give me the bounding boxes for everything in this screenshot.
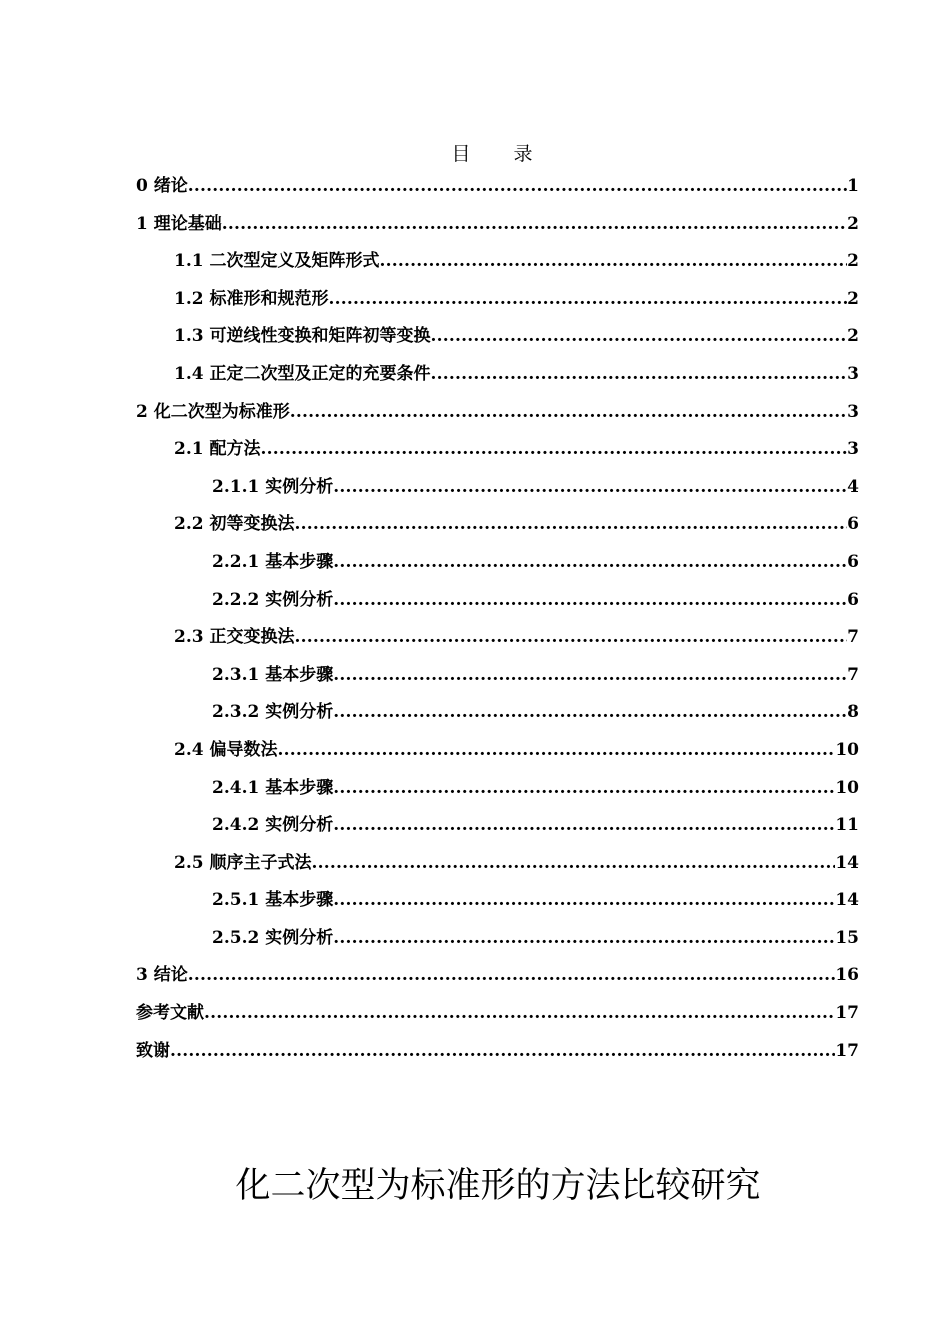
toc-entry-label: 致谢 [136,1040,170,1061]
toc-entry-page: 11 [835,815,859,836]
toc-entry-page: 10 [835,739,859,760]
toc-entry-page: 7 [847,664,859,685]
toc-entry-page: 2 [847,251,859,272]
toc-entry[interactable] [136,999,859,1037]
toc-entry-page: 3 [847,439,859,460]
toc-entry[interactable] [136,247,859,285]
toc-entry-label: 2.4.1 基本步骤 [212,777,334,798]
toc-entry-page: 10 [835,777,859,798]
toc-dot-leader [431,322,848,350]
toc-entry[interactable] [136,698,859,736]
toc-entry-label: 1.3 可逆线性变换和矩阵初等变换 [174,326,431,347]
toc-dot-leader [188,961,836,989]
toc-entry[interactable] [136,172,859,210]
toc-entry[interactable] [136,360,859,398]
toc-entry-page: 1 [847,176,859,196]
toc-entry[interactable] [136,961,859,999]
toc-entry-page: 17 [835,1003,859,1024]
toc-dot-leader [333,774,835,802]
toc-entry[interactable] [136,285,859,323]
toc-entry-page: 2 [847,213,859,234]
toc-entry-label: 2.3.1 基本步骤 [212,664,334,685]
toc-entry-label: 2.5.2 实例分析 [212,927,334,948]
toc-dot-leader [222,210,847,238]
toc-entry-label: 1 理论基础 [136,213,222,234]
toc-dot-leader [170,1037,835,1065]
toc-entry[interactable] [136,322,859,360]
toc-entry-page: 14 [835,852,859,873]
document-title: 化二次型为标准形的方法比较研究 [235,1166,761,1206]
toc-entry[interactable] [136,586,859,624]
toc-entry-label: 2.2 初等变换法 [174,514,295,535]
toc-entry[interactable] [136,661,859,699]
toc-entry-label: 2.5.1 基本步骤 [212,890,334,911]
toc-entry[interactable] [136,886,859,924]
toc-entry[interactable] [136,849,859,887]
toc-entry[interactable] [136,398,859,436]
toc-dot-leader [431,360,848,388]
toc-entry-page: 6 [847,514,859,535]
toc-entry[interactable] [136,473,859,511]
toc-dot-leader [333,548,847,576]
toc-entry-label: 2.5 顺序主子式法 [174,852,312,873]
toc-entry-label: 2.1 配方法 [174,439,261,460]
toc-entry-label: 2.4 偏导数法 [174,739,278,760]
toc-entry-page: 15 [835,927,859,948]
toc-entry-label: 2.1.1 实例分析 [212,476,334,497]
toc-entry[interactable] [136,811,859,849]
toc-entry-page: 3 [847,401,859,422]
toc-entry[interactable] [136,1037,859,1075]
toc-entry-page: 6 [847,589,859,610]
toc-heading: 目 录 [451,143,545,165]
toc-dot-leader [333,473,847,501]
toc-entry-label: 2.3.2 实例分析 [212,702,334,723]
toc-entry[interactable] [136,623,859,661]
toc-entry[interactable] [136,435,859,473]
toc-entry-label: 1.1 二次型定义及矩阵形式 [174,251,380,272]
toc-dot-leader [333,886,835,914]
toc-entry-page: 8 [847,702,859,723]
toc-dot-leader [333,811,835,839]
toc-dot-leader [261,435,848,463]
toc-entry-page: 2 [847,288,859,309]
toc-entry-label: 参考文献 [136,1003,204,1024]
toc-entry-label: 0 绪论 [136,176,188,196]
toc-dot-leader [333,698,847,726]
toc-entry-label: 2.3 正交变换法 [174,627,295,648]
toc-entry-label: 2.2.1 基本步骤 [212,551,334,572]
toc-entry[interactable] [136,774,859,812]
toc-entry-label: 2 化二次型为标准形 [136,401,290,422]
toc-dot-leader [333,924,835,952]
toc-entry-label: 2.4.2 实例分析 [212,815,334,836]
toc-dot-leader [290,398,847,426]
toc-entry-page: 2 [847,326,859,347]
toc-entry[interactable] [136,510,859,548]
toc-entry-page: 7 [847,627,859,648]
toc-entry-page: 16 [835,965,859,986]
toc-entry-page: 3 [847,363,859,384]
toc-dot-leader [295,510,848,538]
toc-dot-leader [333,661,847,689]
toc-dot-leader [312,849,836,877]
toc-entry-label: 1.2 标准形和规范形 [174,288,329,309]
toc-entry-page: 14 [835,890,859,911]
toc-dot-leader [204,999,835,1027]
toc-dot-leader [278,736,836,764]
toc-dot-leader [188,172,847,200]
toc-entry-label: 3 结论 [136,965,188,986]
toc-dot-leader [380,247,848,275]
toc-entry-page: 4 [847,476,859,497]
toc-entry[interactable] [136,210,859,248]
toc-entry[interactable] [136,548,859,586]
toc-dot-leader [333,586,847,614]
toc-entry-page: 17 [835,1040,859,1061]
toc-entry[interactable] [136,924,859,962]
toc-dot-leader [295,623,848,651]
toc-entry-page: 6 [847,551,859,572]
toc-entry[interactable] [136,736,859,774]
toc-dot-leader [329,285,848,313]
table-of-contents [136,172,859,1074]
toc-entry-label: 1.4 正定二次型及正定的充要条件 [174,363,431,384]
toc-entry-label: 2.2.2 实例分析 [212,589,334,610]
